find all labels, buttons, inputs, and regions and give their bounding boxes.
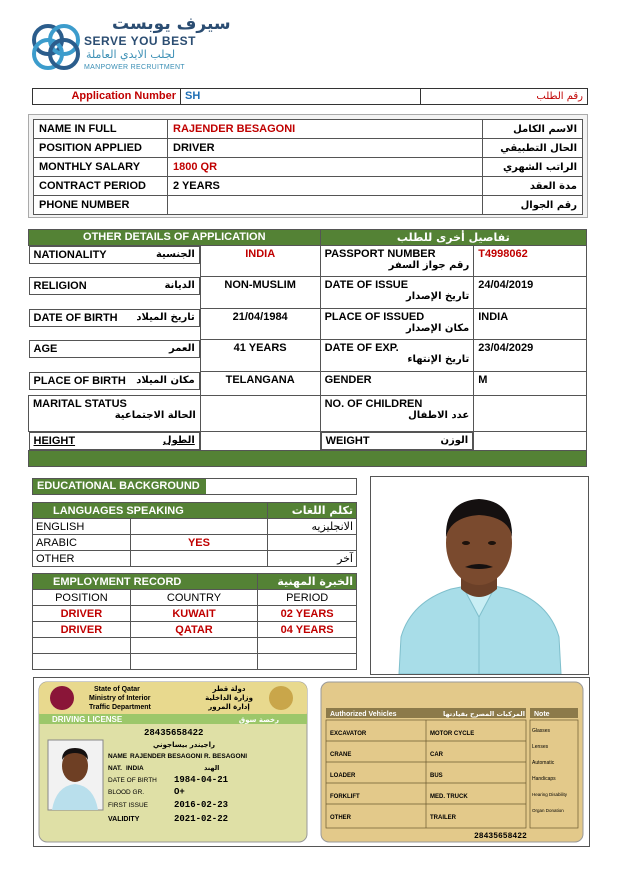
phone-label-ar: رقم الجوال [483, 196, 583, 215]
children-label: NO. OF CHILDREN [324, 398, 423, 410]
height-label-ar: الطول [162, 435, 195, 446]
ministry-emblem-icon [269, 686, 293, 710]
license-department: Traffic Department [89, 704, 151, 711]
license-validity: 2021-02-22 [174, 814, 229, 824]
license-issue-label: FIRST ISSUE [108, 802, 148, 809]
birth-place-value[interactable]: TELANGANA [200, 372, 320, 396]
children-value[interactable] [474, 396, 587, 432]
passport-label-ar: رقم جواز السفر [388, 260, 470, 271]
logo-arabic-subtitle: لجلب الايدي العاملة [86, 48, 176, 61]
place-of-issue-label: PLACE OF ISSUED [324, 311, 425, 323]
applicant-photo [370, 476, 589, 675]
license-name-label: NAME [108, 753, 128, 760]
table-row [34, 158, 583, 177]
table-row [33, 638, 357, 654]
table-row [33, 622, 357, 638]
height-value[interactable] [200, 432, 320, 451]
personal-info-table [33, 119, 583, 215]
license-number: 28435658422 [144, 728, 204, 738]
license-validity-label: VALIDITY [108, 816, 140, 823]
education-label: EDUCATIONAL BACKGROUND [33, 479, 206, 494]
license-ministry-ar: وزارة الداخلية [205, 694, 253, 702]
employment-header [33, 574, 357, 590]
vehicle-label: TRAILER [430, 815, 456, 821]
license-back-title-ar: المركبات المصرح بقيادتها [443, 710, 525, 718]
dob-label-ar: تاريخ الميلاد [136, 311, 195, 323]
note-label: Organ Donation [532, 808, 564, 813]
license-issue: 2016-02-23 [174, 800, 229, 810]
license-country-ar: دولة قطر [212, 685, 246, 693]
table-row [33, 590, 357, 606]
note-label: Lenses [532, 744, 549, 750]
salary-value[interactable]: 1800 QR [168, 158, 483, 177]
note-label: Handicaps [532, 776, 556, 782]
license-back-note: Note [534, 711, 550, 718]
table-row [34, 120, 583, 139]
column-header: PERIOD [258, 590, 357, 606]
nationality-label: NATIONALITY [33, 249, 107, 261]
salary-label: MONTHLY SALARY [34, 158, 168, 177]
employment-title: EMPLOYMENT RECORD [33, 574, 258, 590]
passport-value[interactable]: T4998062 [474, 246, 587, 277]
religion-value[interactable]: NON-MUSLIM [200, 277, 320, 309]
contract-value[interactable]: 2 YEARS [168, 177, 483, 196]
license-title: DRIVING LICENSE [52, 715, 123, 724]
weight-value[interactable] [474, 432, 587, 451]
place-of-issue-label-ar: مكان الإصدار [405, 323, 470, 334]
weight-label: WEIGHT [325, 435, 370, 447]
license-country: State of Qatar [94, 686, 140, 693]
employment-position[interactable]: DRIVER [33, 606, 131, 622]
language-name-ar [268, 535, 357, 551]
marital-status-label: MARITAL STATUS [33, 398, 127, 410]
name-label-ar: الاسم الكامل [483, 120, 583, 139]
gender-value[interactable]: M [474, 372, 587, 396]
employment-period[interactable]: 02 YEARS [258, 606, 357, 622]
vehicle-label: CAR [430, 752, 443, 758]
table-row [29, 372, 587, 396]
table-row [34, 177, 583, 196]
column-header: POSITION [33, 590, 131, 606]
language-name: ARABIC [33, 535, 131, 551]
contract-label-ar: مدة العقد [483, 177, 583, 196]
license-back [321, 682, 583, 842]
note-label: Automatic [532, 760, 555, 766]
expiry-date-label-ar: تاريخ الإنتهاء [407, 354, 470, 365]
license-ministry: Ministry of Interior [89, 695, 151, 702]
passport-label: PASSPORT NUMBER [324, 248, 436, 260]
place-of-issue-value[interactable]: INDIA [474, 309, 587, 340]
marital-status-value[interactable] [200, 396, 320, 432]
languages-table [32, 502, 357, 567]
logo-arabic-name: سيرف يوبست [112, 14, 231, 34]
birth-place-label: PLACE OF BIRTH [33, 374, 126, 387]
expiry-date-label: DATE OF EXP. [324, 342, 399, 354]
license-title-ar: رخصة سوق [238, 716, 280, 724]
language-value[interactable] [130, 551, 267, 567]
table-row [33, 606, 357, 622]
table-row [29, 277, 587, 309]
languages-title-ar: تكلم اللغات [268, 503, 357, 519]
salary-label-ar: الراتب الشهري [483, 158, 583, 177]
children-label-ar: عدد الاطفال [408, 410, 470, 421]
table-row [29, 432, 587, 451]
religion-label: RELIGION [33, 279, 87, 292]
license-nationality-ar: الهند [204, 764, 220, 772]
driving-license-image [33, 677, 590, 847]
language-name-ar: الانجليزيه [268, 519, 357, 535]
language-name: OTHER [33, 551, 131, 567]
application-number-label-ar: رقم الطلب [536, 91, 583, 102]
table-row [33, 551, 357, 567]
other-details-title-ar: تفاصيل أخرى للطلب [320, 230, 586, 246]
license-blood: O+ [174, 787, 185, 797]
languages-title: LANGUAGES SPEAKING [33, 503, 268, 519]
vehicle-label: FORKLIFT [330, 794, 360, 800]
height-label: HEIGHT [33, 435, 76, 447]
personal-info-box [28, 114, 588, 218]
license-front [39, 682, 307, 842]
driving-license-card [34, 678, 589, 846]
marital-status-label-ar: الحالة الاجتماعية [114, 410, 196, 421]
name-label: NAME IN FULL [34, 120, 168, 139]
employment-country[interactable]: QATAR [130, 622, 258, 638]
vehicle-label: OTHER [330, 815, 351, 821]
table-row [29, 396, 587, 432]
table-row [29, 340, 587, 372]
education-value[interactable] [206, 479, 356, 494]
other-details-table [28, 229, 587, 467]
language-value[interactable] [130, 519, 267, 535]
vehicle-label: LOADER [330, 773, 356, 779]
vehicle-label: BUS [430, 773, 443, 779]
table-row [29, 309, 587, 340]
age-label: AGE [33, 342, 58, 355]
phone-value[interactable] [168, 196, 483, 215]
license-department-ar: إدارة المرور [208, 703, 250, 711]
position-value[interactable]: DRIVER [168, 139, 483, 158]
application-number-label: Application Number [33, 89, 181, 104]
dob-value[interactable]: 21/04/1984 [200, 309, 320, 340]
name-value[interactable]: RAJENDER BESAGONI [168, 120, 483, 139]
weight-label-ar: الوزن [440, 435, 469, 446]
contract-label: CONTRACT PERIOD [34, 177, 168, 196]
license-blood-label: BLOOD GR. [108, 789, 145, 796]
applicant-portrait-icon [371, 477, 588, 674]
employment-period[interactable]: 04 YEARS [258, 622, 357, 638]
table-row [34, 139, 583, 158]
other-details-title: OTHER DETAILS OF APPLICATION [29, 230, 321, 246]
dob-label: DATE OF BIRTH [33, 311, 118, 324]
language-name-ar: آخر [268, 551, 357, 567]
employment-table [32, 573, 357, 670]
employment-title-ar: الخبرة المهنية [258, 574, 357, 590]
nationality-value[interactable]: INDIA [200, 246, 320, 277]
license-back-title: Authorized Vehicles [330, 711, 397, 718]
license-name: RAJENDER BESAGONI R. BESAGONI [130, 753, 248, 760]
other-details-footer [29, 451, 587, 467]
language-name: ENGLISH [33, 519, 131, 535]
employment-country[interactable]: KUWAIT [130, 606, 258, 622]
column-header: COUNTRY [130, 590, 258, 606]
license-back-number: 28435658422 [474, 832, 527, 841]
other-details-header [29, 230, 587, 246]
vehicle-label: MED. TRUCK [430, 794, 468, 800]
birth-place-label-ar: مكان الميلاد [136, 374, 195, 386]
license-name-ar: راجيندر بيساجوني [152, 741, 216, 749]
issue-date-label: DATE OF ISSUE [324, 279, 409, 291]
table-row [33, 519, 357, 535]
logo-english-name: SERVE YOU BEST [84, 34, 196, 48]
gender-label: GENDER [324, 374, 372, 386]
religion-label-ar: الديانة [164, 279, 195, 291]
license-nat-label: NAT. [108, 765, 122, 772]
language-value[interactable]: YES [130, 535, 267, 551]
nationality-label-ar: الجنسية [155, 249, 195, 260]
age-value[interactable]: 41 YEARS [200, 340, 320, 372]
position-label-ar: الحال التطبيقي [483, 139, 583, 158]
vehicle-label: MOTOR CYCLE [430, 731, 475, 737]
license-dob-label: DATE OF BIRTH [108, 777, 157, 784]
note-label: Hearing Disability [532, 792, 568, 797]
table-row [34, 196, 583, 215]
age-label-ar: العمر [169, 342, 195, 354]
expiry-date-value[interactable]: 23/04/2029 [474, 340, 587, 372]
issue-date-label-ar: تاريخ الإصدار [406, 291, 470, 302]
table-row [33, 535, 357, 551]
issue-date-value[interactable]: 24/04/2019 [474, 277, 587, 309]
license-dob: 1984-04-21 [174, 775, 229, 785]
table-row [33, 654, 357, 670]
vehicle-label: CRANE [330, 752, 352, 758]
qatar-emblem-icon [50, 686, 74, 710]
application-number-value[interactable]: SH [181, 89, 421, 104]
logo-emblem-icon [26, 18, 86, 76]
education-row [32, 478, 357, 495]
employment-position[interactable]: DRIVER [33, 622, 131, 638]
languages-header [33, 503, 357, 519]
license-nationality: INDIA [126, 765, 144, 772]
table-row [29, 246, 587, 277]
note-label: Glasses [532, 728, 551, 734]
vehicle-label: EXCAVATOR [330, 731, 367, 737]
position-label: POSITION APPLIED [34, 139, 168, 158]
application-number-row [32, 88, 588, 105]
phone-label: PHONE NUMBER [34, 196, 168, 215]
logo-english-subtitle: MANPOWER RECRUITMENT [84, 64, 185, 71]
